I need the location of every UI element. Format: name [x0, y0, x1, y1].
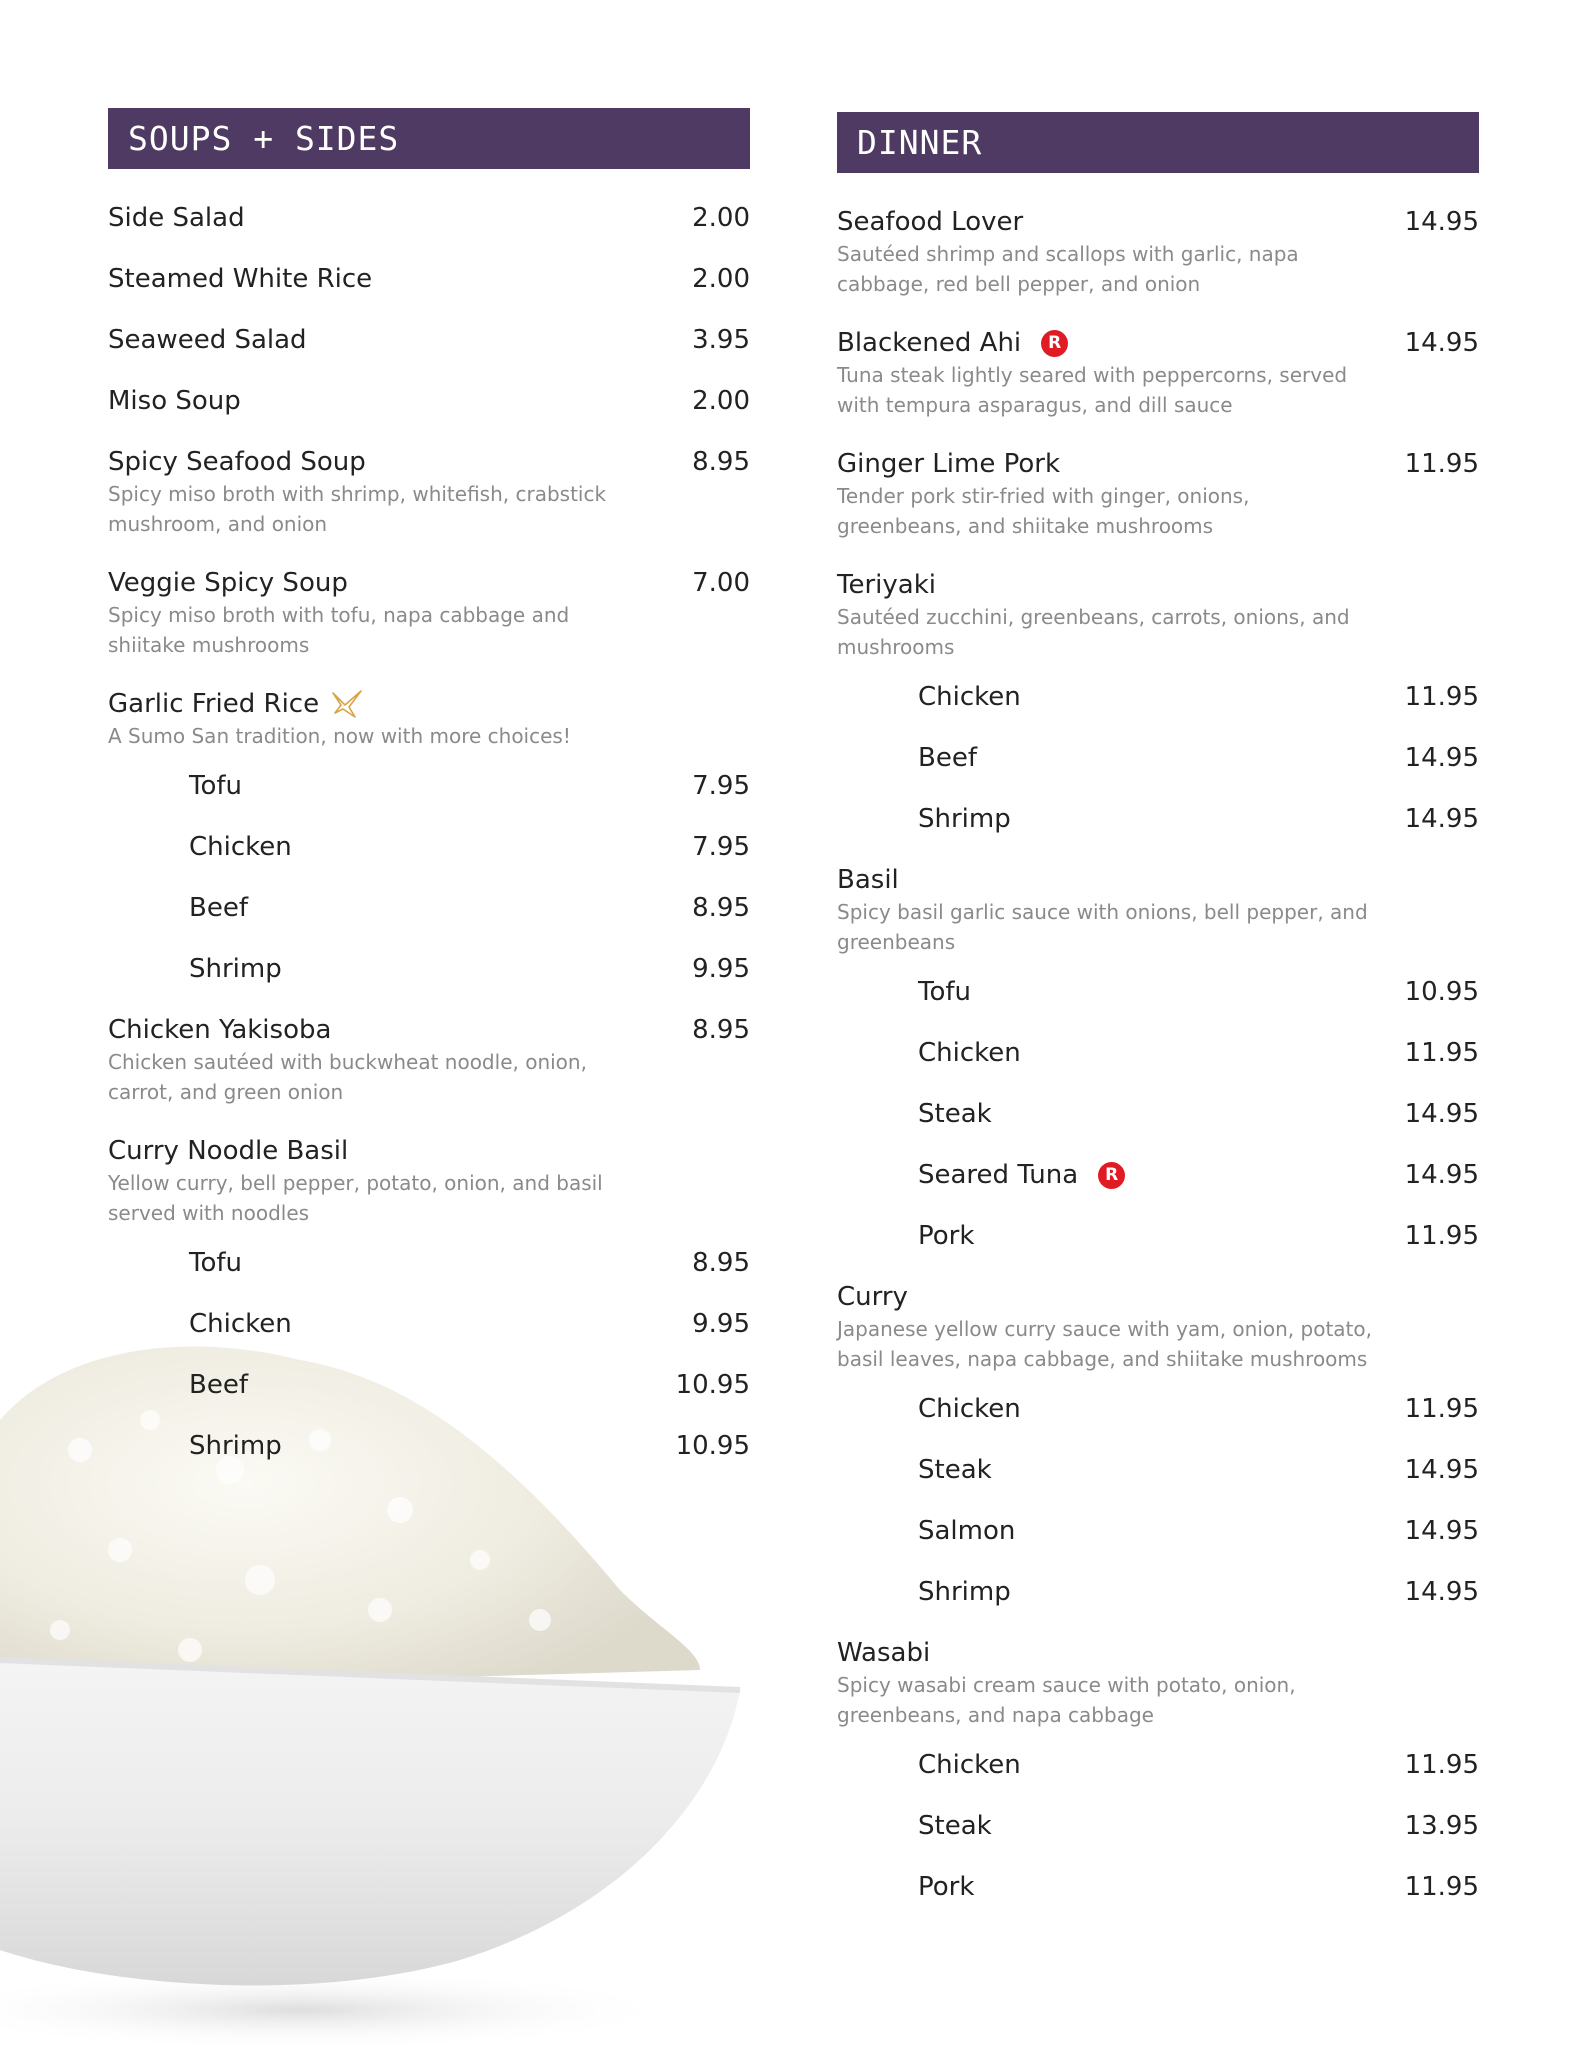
menu-option-name-text: Chicken: [918, 1038, 1021, 1068]
menu-option-price: 11.95: [1404, 1872, 1479, 1902]
raw-badge-icon: R: [1098, 1162, 1125, 1189]
menu-item: [837, 1282, 1479, 1609]
menu-option-name-text: Shrimp: [189, 954, 282, 984]
menu-item-name-text: Blackened Ahi: [837, 328, 1022, 358]
menu-item-name: [108, 447, 366, 477]
menu-item-name-text: Seaweed Salad: [108, 325, 307, 355]
menu-item: [108, 568, 750, 660]
menu-option-name-text: Chicken: [918, 682, 1021, 712]
menu-item-name-text: Steamed White Rice: [108, 264, 373, 294]
menu-item-name-text: Ginger Lime Pork: [837, 449, 1061, 479]
menu-option-price: 11.95: [1404, 1750, 1479, 1780]
menu-option: [108, 1370, 750, 1402]
menu-option-price: 7.95: [692, 771, 750, 801]
menu-option: [108, 954, 750, 986]
menu-item-description: Sautéed zucchini, greenbeans, carrots, onions, and mushrooms: [837, 605, 1350, 659]
menu-option-name-text: Chicken: [189, 832, 292, 862]
menu-option-price: 7.95: [692, 832, 750, 862]
menu-item-row: [108, 264, 750, 296]
menu-option-price: 9.95: [692, 1309, 750, 1339]
menu-item-options: [837, 1750, 1479, 1904]
menu-option-name: [918, 1160, 1125, 1190]
menu-option-name-text: Pork: [918, 1221, 975, 1251]
menu-item: [108, 203, 750, 235]
menu-option-name: [918, 1872, 974, 1902]
menu-item-description: Spicy wasabi cream sauce with potato, onion, greenbeans, and napa cabbage: [837, 1673, 1296, 1727]
menu-item-row: [108, 689, 750, 721]
menu-option: [837, 804, 1479, 836]
menu-item-name: [108, 689, 363, 719]
menu-item-row: [837, 207, 1479, 239]
menu-option-price: 9.95: [692, 954, 750, 984]
menu-item-description: Yellow curry, bell pepper, potato, onion, and basil served with noodles: [108, 1171, 603, 1225]
menu-item-price: 8.95: [692, 1015, 750, 1045]
menu-option-name-text: Shrimp: [918, 1577, 1011, 1607]
menu-item-row: [108, 1136, 750, 1168]
menu-item: [837, 1638, 1479, 1904]
menu-item-price: 14.95: [1404, 328, 1479, 358]
dinner-column: [837, 112, 1479, 1933]
menu-option: [108, 771, 750, 803]
menu-item-name-text: Garlic Fried Rice: [108, 689, 320, 719]
menu-option-name-text: Beef: [189, 1370, 248, 1400]
menu-option-price: 10.95: [675, 1431, 750, 1461]
menu-item-options: [108, 1248, 750, 1463]
menu-item: [108, 264, 750, 296]
menu-option-name: [918, 1099, 992, 1129]
menu-option-name: [189, 893, 248, 923]
menu-item-price: 3.95: [692, 325, 750, 355]
menu-item-name-text: Veggie Spicy Soup: [108, 568, 348, 598]
menu-option-name: [189, 1431, 282, 1461]
menu-item-name: [837, 865, 899, 895]
menu-option-name-text: Shrimp: [189, 1431, 282, 1461]
menu-item-name-text: Miso Soup: [108, 386, 241, 416]
menu-item-name: [837, 1282, 908, 1312]
menu-item-row: [108, 386, 750, 418]
menu-item: [837, 328, 1479, 420]
menu-option-name: [189, 1309, 292, 1339]
menu-item: [108, 1015, 750, 1107]
menu-option: [837, 1099, 1479, 1131]
menu-option: [108, 1248, 750, 1280]
menu-item-price: 7.00: [692, 568, 750, 598]
menu-option: [837, 1038, 1479, 1070]
menu-item-description: Spicy miso broth with tofu, napa cabbage and shiitake mushrooms: [108, 603, 570, 657]
menu-option: [837, 1750, 1479, 1782]
menu-item-price: 14.95: [1404, 207, 1479, 237]
menu-item-price: 2.00: [692, 203, 750, 233]
menu-option-name: [189, 771, 242, 801]
menu-item-name-text: Side Salad: [108, 203, 245, 233]
menu-item-row: [837, 1282, 1479, 1314]
menu-option-name-text: Tofu: [918, 977, 972, 1007]
menu-option-price: 14.95: [1404, 1160, 1479, 1190]
menu-option-name: [918, 1221, 974, 1251]
menu-item-name: [837, 449, 1060, 479]
menu-option-name-text: Tofu: [189, 771, 243, 801]
menu-item-row: [108, 447, 750, 479]
menu-item: [108, 1136, 750, 1463]
menu-item-options: [837, 1394, 1479, 1609]
menu-item-row: [837, 1638, 1479, 1670]
menu-item-description: Japanese yellow curry sauce with yam, onion, potato, basil leaves, napa cabbage, and shiitake mushrooms: [837, 1317, 1372, 1371]
menu-option: [837, 1160, 1479, 1192]
menu-item-name-text: Curry: [837, 1282, 908, 1312]
menu-option-price: 14.95: [1404, 1455, 1479, 1485]
menu-option-name: [189, 832, 292, 862]
menu-item-name-text: Chicken Yakisoba: [108, 1015, 332, 1045]
menu-item-row: [108, 1015, 750, 1047]
menu-option-name-text: Steak: [918, 1455, 992, 1485]
menu-item-name-text: Teriyaki: [837, 570, 936, 600]
menu-option-price: 11.95: [1404, 1038, 1479, 1068]
menu-item-name: [108, 264, 372, 294]
menu-option: [837, 1394, 1479, 1426]
menu-option-name-text: Steak: [918, 1811, 992, 1841]
menu-option: [108, 832, 750, 864]
menu-item-description: Spicy basil garlic sauce with onions, bell pepper, and greenbeans: [837, 900, 1368, 954]
menu-option-price: 14.95: [1404, 1099, 1479, 1129]
menu-option-name: [189, 1370, 248, 1400]
menu-option-name: [918, 1811, 992, 1841]
menu-option: [837, 1577, 1479, 1609]
menu-option-name-text: Tofu: [189, 1248, 243, 1278]
menu-item-row: [837, 328, 1479, 360]
menu-option-price: 11.95: [1404, 1394, 1479, 1424]
menu-item-description: Chicken sautéed with buckwheat noodle, onion, carrot, and green onion: [108, 1050, 587, 1104]
menu-option-name-text: Beef: [918, 743, 977, 773]
menu-option: [837, 682, 1479, 714]
menu-item-options: [837, 682, 1479, 836]
menu-option-price: 11.95: [1404, 682, 1479, 712]
menu-item: [108, 325, 750, 357]
menu-item-description: Spicy miso broth with shrimp, whitefish, crabstick mushroom, and onion: [108, 482, 607, 536]
menu-option-name: [189, 1248, 242, 1278]
menu-item-name-text: Curry Noodle Basil: [108, 1136, 349, 1166]
menu-option-price: 14.95: [1404, 743, 1479, 773]
menu-item-name: [837, 207, 1023, 237]
menu-option: [837, 977, 1479, 1009]
menu-option-name: [918, 1038, 1021, 1068]
menu-item: [108, 689, 750, 986]
menu-option-name-text: Beef: [189, 893, 248, 923]
menu-item-name-text: Spicy Seafood Soup: [108, 447, 366, 477]
soups-sides-header: SOUPS + SIDES: [108, 108, 750, 169]
menu-item-description: Tender pork stir-fried with ginger, onions, greenbeans, and shiitake mushrooms: [837, 484, 1250, 538]
menu-item-name: [108, 1015, 331, 1045]
menu-option-name-text: Seared Tuna: [918, 1160, 1079, 1190]
menu-item-options: [108, 771, 750, 986]
menu-item-price: 2.00: [692, 386, 750, 416]
menu-item-name: [837, 328, 1068, 358]
menu-option-name: [189, 954, 282, 984]
menu-option-name: [918, 682, 1021, 712]
menu-item-name-text: Seafood Lover: [837, 207, 1024, 237]
menu-item-row: [108, 203, 750, 235]
menu-option: [837, 1516, 1479, 1548]
menu-option-price: 14.95: [1404, 1577, 1479, 1607]
soups-sides-list: [108, 203, 750, 1463]
menu-option-name: [918, 1455, 992, 1485]
menu-item-name: [108, 1136, 348, 1166]
menu-item-options: [837, 977, 1479, 1253]
menu-item: [837, 449, 1479, 541]
menu-option-name-text: Steak: [918, 1099, 992, 1129]
menu-item-description: A Sumo San tradition, now with more choices!: [108, 724, 571, 748]
menu-option-name-text: Chicken: [189, 1309, 292, 1339]
menu-item: [108, 386, 750, 418]
menu-item-name: [108, 203, 245, 233]
menu-item-row: [837, 449, 1479, 481]
menu-item-price: 11.95: [1404, 449, 1479, 479]
menu-item: [837, 570, 1479, 836]
menu-option-price: 11.95: [1404, 1221, 1479, 1251]
menu-item-row: [837, 865, 1479, 897]
menu-option-name: [918, 1394, 1021, 1424]
menu-option: [108, 893, 750, 925]
menu-option: [837, 1221, 1479, 1253]
menu-option: [837, 743, 1479, 775]
menu-option-price: 8.95: [692, 1248, 750, 1278]
raw-badge-icon: R: [1041, 330, 1068, 357]
dinner-list: [837, 207, 1479, 1904]
menu-option-name: [918, 977, 971, 1007]
menu-option-price: 14.95: [1404, 804, 1479, 834]
menu-option: [837, 1811, 1479, 1843]
menu-option-name: [918, 1577, 1011, 1607]
menu-option-price: 14.95: [1404, 1516, 1479, 1546]
menu-option-name-text: Salmon: [918, 1516, 1016, 1546]
menu-option: [837, 1872, 1479, 1904]
menu-item-name: [108, 568, 348, 598]
menu-option: [837, 1455, 1479, 1487]
menu-item-name: [837, 1638, 930, 1668]
menu-item: [837, 865, 1479, 1253]
menu-item-row: [108, 325, 750, 357]
menu-option-price: 10.95: [1404, 977, 1479, 1007]
menu-option-name: [918, 1516, 1015, 1546]
dinner-header: DINNER: [837, 112, 1479, 173]
menu-option-price: 8.95: [692, 893, 750, 923]
menu-option-name: [918, 743, 977, 773]
menu-option-price: 13.95: [1404, 1811, 1479, 1841]
menu-item: [837, 207, 1479, 299]
menu-option-name: [918, 804, 1011, 834]
menu-option: [108, 1309, 750, 1341]
menu-option-name-text: Shrimp: [918, 804, 1011, 834]
menu-item-price: 8.95: [692, 447, 750, 477]
menu-item-description: Tuna steak lightly seared with peppercorns, served with tempura asparagus, and dill sauce: [837, 363, 1348, 417]
menu-option: [108, 1431, 750, 1463]
menu-option-name-text: Chicken: [918, 1750, 1021, 1780]
menu-option-name: [918, 1750, 1021, 1780]
menu-item-name: [108, 386, 241, 416]
menu-item-name: [108, 325, 307, 355]
menu-option-name-text: Chicken: [918, 1394, 1021, 1424]
menu-item-name: [837, 570, 936, 600]
menu-item-name-text: Wasabi: [837, 1638, 931, 1668]
menu-item-price: 2.00: [692, 264, 750, 294]
menu-item-name-text: Basil: [837, 865, 899, 895]
menu-item-description: Sautéed shrimp and scallops with garlic, napa cabbage, red bell pepper, and onion: [837, 242, 1299, 296]
menu-option-name-text: Pork: [918, 1872, 975, 1902]
soups-sides-column: [108, 108, 750, 1492]
menu-option-price: 10.95: [675, 1370, 750, 1400]
menu-item: [108, 447, 750, 539]
menu-item-row: [108, 568, 750, 600]
menu-item-row: [837, 570, 1479, 602]
origami-crane-icon: [331, 689, 363, 719]
